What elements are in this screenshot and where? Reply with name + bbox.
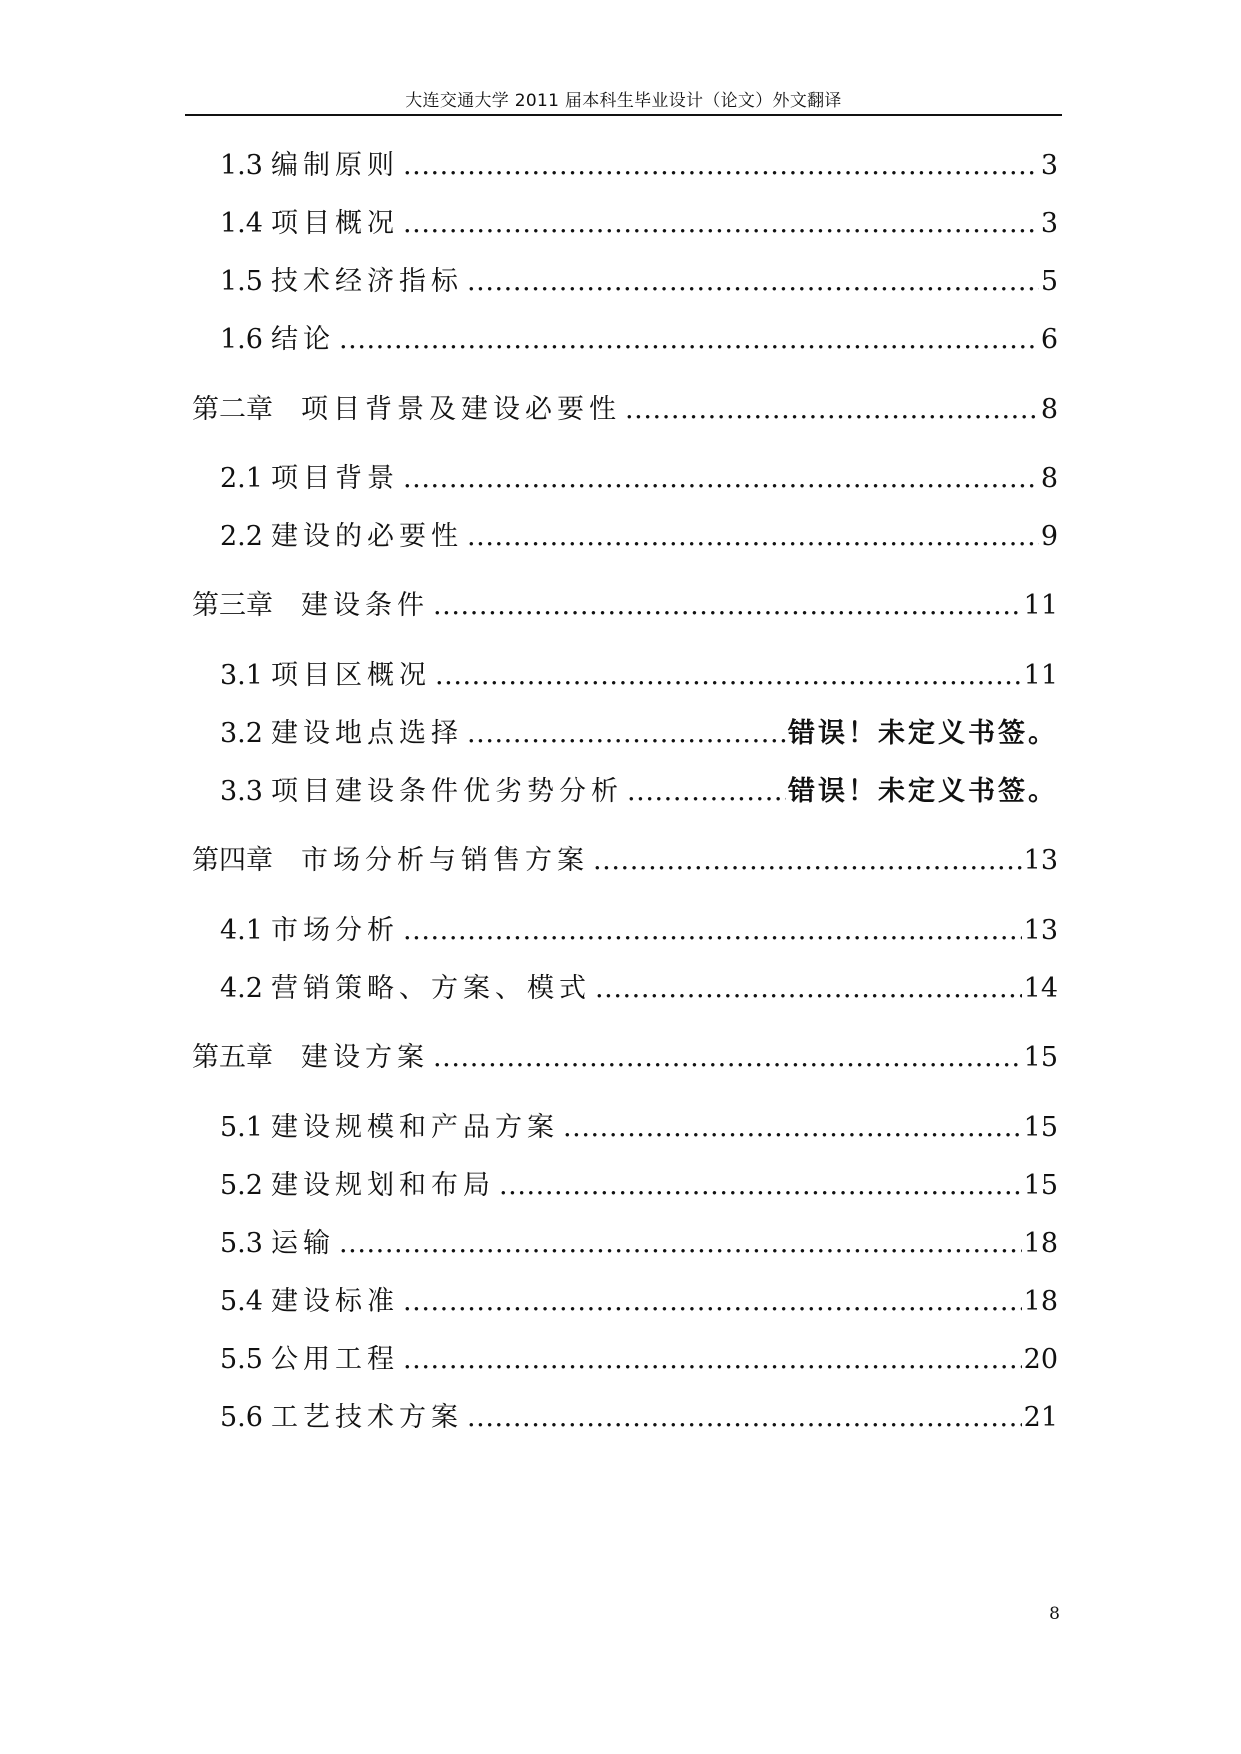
toc-entry-title: 项目区概况	[270, 660, 431, 691]
toc-entry-title: 公用工程	[270, 1344, 399, 1375]
toc-entry-label	[220, 969, 591, 1009]
toc-chapter-entry[interactable]	[192, 841, 1058, 881]
toc-entry-number: 5.6	[220, 1402, 263, 1433]
toc-dot-leader	[563, 1108, 1022, 1148]
toc-chapter-entry[interactable]	[192, 586, 1058, 626]
toc-page-number: 3	[1040, 150, 1058, 181]
toc-entry-number: 4.2	[220, 973, 263, 1004]
toc-dot-leader	[625, 390, 1039, 430]
toc-page-number: 11	[1023, 660, 1058, 691]
toc-entry-number: 2.1	[220, 463, 263, 494]
toc-page-number: 18	[1023, 1286, 1058, 1317]
toc-section-entry[interactable]	[220, 656, 1058, 696]
toc-dot-leader	[593, 841, 1022, 881]
toc-bookmark-error: 错误！未定义书签。	[788, 718, 1058, 749]
toc-entry-title: 结论	[270, 324, 335, 355]
toc-dot-leader	[403, 1340, 1022, 1380]
toc-entry-title: 建设条件	[301, 590, 429, 621]
toc-page-number: 3	[1040, 208, 1058, 239]
toc-entry-title: 编制原则	[270, 150, 399, 181]
toc-dot-leader	[467, 1398, 1022, 1438]
toc-dot-leader	[627, 772, 786, 812]
toc-dot-leader	[499, 1166, 1022, 1206]
toc-section-entry[interactable]	[220, 517, 1058, 557]
toc-page-number: 13	[1023, 915, 1058, 946]
toc-entry-label	[220, 320, 335, 360]
toc-entry-label	[220, 1224, 335, 1264]
toc-entry-title: 项目背景及建设必要性	[301, 394, 621, 425]
toc-entry-number: 5.5	[220, 1344, 263, 1375]
toc-entry-label	[220, 1340, 399, 1380]
toc-page-number: 8	[1040, 463, 1058, 494]
toc-entry-label	[220, 1398, 463, 1438]
toc-entry-label	[220, 1166, 495, 1206]
toc-entry-title: 技术经济指标	[270, 266, 463, 297]
toc-entry-title: 项目背景	[270, 463, 399, 494]
toc-dot-leader	[467, 517, 1039, 557]
toc-section-entry[interactable]	[220, 262, 1058, 302]
toc-section-entry[interactable]	[220, 714, 1058, 754]
toc-entry-title: 运输	[270, 1228, 335, 1259]
toc-section-entry[interactable]	[220, 1108, 1058, 1148]
toc-dot-leader	[339, 1224, 1022, 1264]
toc-page-number: 11	[1023, 590, 1058, 621]
toc-dot-leader	[403, 459, 1039, 499]
toc-entry-title: 建设的必要性	[270, 521, 463, 552]
toc-entry-number: 3.2	[220, 718, 263, 749]
toc-entry-title: 项目建设条件优劣势分析	[270, 776, 623, 807]
toc-entry-number: 1.5	[220, 266, 263, 297]
toc-entry-label	[192, 586, 429, 626]
toc-entry-number: 5.2	[220, 1170, 263, 1201]
toc-dot-leader	[403, 146, 1039, 186]
toc-page-number: 15	[1023, 1170, 1058, 1201]
toc-entry-number: 1.6	[220, 324, 263, 355]
toc-chapter-entry[interactable]	[192, 390, 1058, 430]
toc-page-number: 8	[1040, 394, 1058, 425]
toc-entry-number: 3.3	[220, 776, 263, 807]
toc-page-number: 18	[1023, 1228, 1058, 1259]
toc-dot-leader	[403, 204, 1039, 244]
toc-page-number: 20	[1023, 1344, 1058, 1375]
toc-entry-number: 3.1	[220, 660, 263, 691]
toc-section-entry[interactable]	[220, 204, 1058, 244]
toc-entry-title: 市场分析与销售方案	[301, 845, 589, 876]
toc-dot-leader	[403, 911, 1022, 951]
toc-page-number: 13	[1023, 845, 1058, 876]
toc-page-number: 15	[1023, 1042, 1058, 1073]
toc-section-entry[interactable]	[220, 1340, 1058, 1380]
toc-entry-label	[220, 459, 399, 499]
toc-entry-number: 2.2	[220, 521, 263, 552]
toc-dot-leader	[433, 1038, 1022, 1078]
toc-entry-title: 建设规模和产品方案	[270, 1112, 559, 1143]
toc-section-entry[interactable]	[220, 911, 1058, 951]
toc-section-entry[interactable]	[220, 1282, 1058, 1322]
toc-page-number: 21	[1023, 1402, 1058, 1433]
toc-section-entry[interactable]	[220, 969, 1058, 1009]
toc-dot-leader	[435, 656, 1022, 696]
toc-entry-label	[192, 390, 621, 430]
toc-entry-label	[220, 262, 463, 302]
toc-dot-leader	[467, 714, 786, 754]
toc-entry-number: 第四章	[192, 845, 273, 876]
toc-section-entry[interactable]	[220, 772, 1058, 812]
toc-entry-number: 5.3	[220, 1228, 263, 1259]
toc-entry-label	[220, 714, 463, 754]
toc-page-number: 15	[1023, 1112, 1058, 1143]
toc-dot-leader	[339, 320, 1039, 360]
toc-bookmark-error: 错误！未定义书签。	[788, 776, 1058, 807]
toc-entry-number: 第二章	[192, 394, 273, 425]
toc-dot-leader	[467, 262, 1039, 302]
toc-entry-label	[220, 656, 431, 696]
toc-entry-label	[220, 772, 623, 812]
toc-dot-leader	[433, 586, 1022, 626]
toc-dot-leader	[403, 1282, 1022, 1322]
toc-section-entry[interactable]	[220, 1224, 1058, 1264]
toc-entry-number: 5.4	[220, 1286, 263, 1317]
toc-entry-title: 项目概况	[270, 208, 399, 239]
toc-entry-title: 建设标准	[270, 1286, 399, 1317]
page-header: 大连交通大学 2011 届本科生毕业设计（论文）外文翻译	[405, 91, 842, 111]
toc-entry-label	[220, 146, 399, 186]
page-number: 8	[1049, 1604, 1060, 1624]
toc-dot-leader	[595, 969, 1022, 1009]
toc-page-number: 6	[1040, 324, 1058, 355]
toc-entry-label	[220, 1282, 399, 1322]
toc-entry-title: 建设方案	[301, 1042, 429, 1073]
toc-entry-title: 工艺技术方案	[270, 1402, 463, 1433]
toc-section-entry[interactable]	[220, 320, 1058, 360]
toc-entry-title: 建设规划和布局	[270, 1170, 495, 1201]
toc-page-number: 14	[1023, 973, 1058, 1004]
toc-section-entry[interactable]	[220, 1166, 1058, 1206]
toc-entry-number: 第三章	[192, 590, 273, 621]
toc-page-number: 9	[1040, 521, 1058, 552]
toc-entry-number: 5.1	[220, 1112, 263, 1143]
toc-entry-number: 1.3	[220, 150, 263, 181]
toc-entry-title: 建设地点选择	[270, 718, 463, 749]
toc-chapter-entry[interactable]	[192, 1038, 1058, 1078]
toc-entry-label	[220, 1108, 559, 1148]
toc-entry-label	[220, 204, 399, 244]
toc-entry-label	[220, 911, 399, 951]
toc-entry-title: 营销策略、方案、模式	[270, 973, 591, 1004]
toc-entry-label	[192, 841, 589, 881]
toc-entry-number: 4.1	[220, 915, 263, 946]
toc-entry-label	[220, 517, 463, 557]
toc-entry-number: 第五章	[192, 1042, 273, 1073]
toc-entry-number: 1.4	[220, 208, 263, 239]
toc-entry-label	[192, 1038, 429, 1078]
toc-page-number: 5	[1040, 266, 1058, 297]
toc-section-entry[interactable]	[220, 459, 1058, 499]
toc-entry-title: 市场分析	[270, 915, 399, 946]
toc-section-entry[interactable]	[220, 1398, 1058, 1438]
toc-section-entry[interactable]	[220, 146, 1058, 186]
